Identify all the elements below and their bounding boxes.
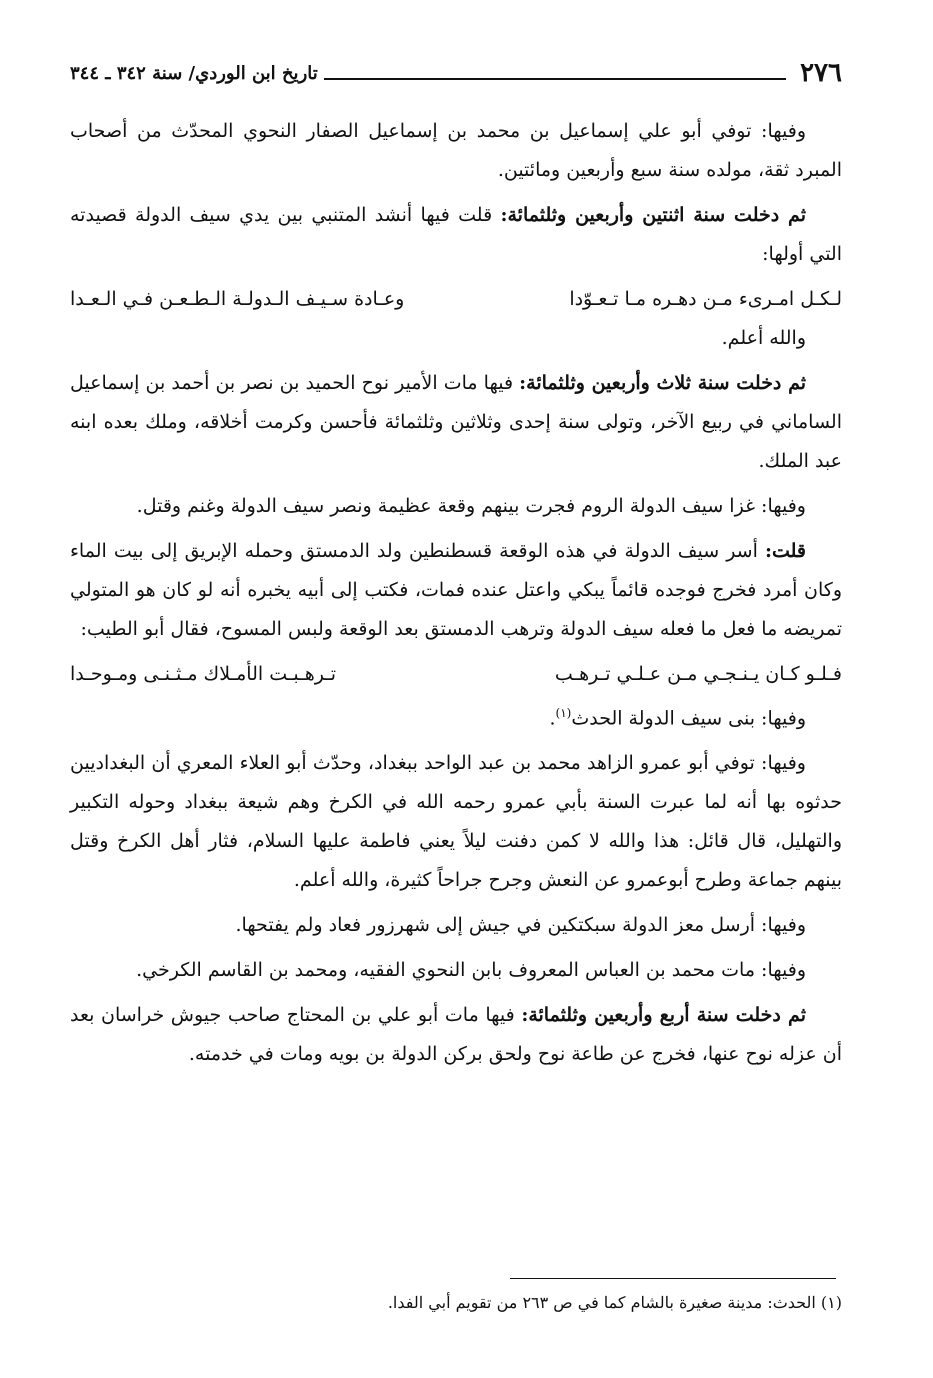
- header-rule: [324, 78, 786, 80]
- running-title: تاريخ ابن الوردي/ سنة ٣٤٢ ـ ٣٤٤: [70, 63, 318, 84]
- footnote-rule: [510, 1278, 836, 1279]
- verse-2-second-hemistich: تـرهـبـت الأمـلاك مـثـنـى ومـوحـدا: [70, 663, 337, 685]
- paragraph-4-text: فيها مات الأمير نوح الحميد بن نصر بن أحمد بن إسماعيل الساماني في ربيع الآخر، وتولى سنة إحدى وثلاثين وثلثمائة فأحسن وكرمت أخلاقه، وملك بعده ابنه عبد الملك.: [70, 372, 842, 472]
- paragraph-8: وفيها: توفي أبو عمرو الزاهد محمد بن عبد الواحد ببغداد، وحدّث أبو العلاء المعري أن البغداديين حدثوه بها أنه لما عبرت السنة بأبي عمرو رحمه الله في الكرخ وهم شيعة ببغداد وحوله التكبير والتهليل، قال قائل: هذا والله لا كمن دفنت ليلاً يعني فاطمة عليها السلام، فثار أهل الكرخ وقتل بينهم جماعة وطرح أبوعمرو عن النعش وجرح جراحاً كثيرة، والله أعلم.: [70, 752, 842, 892]
- year-heading-343: ثم دخلت سنة ثلاث وأربعين وثلثمائة:: [519, 372, 807, 394]
- paragraph-10: وفيها: مات محمد بن العباس المعروف بابن النحوي الفقيه، ومحمد بن القاسم الكرخي.: [136, 959, 806, 982]
- page-number: ٢٧٦: [800, 58, 842, 88]
- year-heading-342: ثم دخلت سنة اثنتين وأربعين وثلثمائة:: [500, 204, 806, 226]
- paragraph-9: وفيها: أرسل معز الدولة سبكتكين في جيش إلى شهرزور فعاد ولم يفتحها.: [235, 914, 806, 937]
- paragraph-1: وفيها: توفي أبو علي إسماعيل بن محمد بن إسماعيل الصفار النحوي المحدّث من أصحاب المبرد ثقة، مولده سنة سبع وأربعين ومائتين.: [70, 120, 842, 181]
- paragraph-6: [70, 532, 842, 649]
- paragraph-11-text: فيها مات أبو علي بن المحتاج صاحب جيوش خراسان بعد أن عزله نوح عنها، فخرج عن طاعة نوح ولحق بركن الدولة بن بويه ومات في خدمته.: [70, 1004, 842, 1066]
- qultu-heading: قلت:: [764, 540, 806, 562]
- footnote-reference: (١): [555, 706, 572, 720]
- paragraph-2: [70, 196, 842, 274]
- page-header: [70, 54, 842, 88]
- paragraph-11: [70, 996, 842, 1074]
- paragraph-3: والله أعلم.: [721, 327, 806, 349]
- paragraph-7-end: .: [549, 707, 556, 730]
- paragraph-7: [70, 694, 842, 738]
- main-text: [70, 112, 842, 1080]
- verse-1-first-hemistich: لـكـل امـرىء مـن دهـره مـا تـعـوّدا: [569, 288, 842, 310]
- paragraph-6-text: أسر سيف الدولة في هذه الوقعة قسطنطين ولد الدمستق وحمله الإبريق إلى بيت الماء وكان أمرد فخرج فوجده قائماً يبكي واعتل عنده فمات، فكتب إلى أبيه يخبره أنه لو كان هو المتولي تمريضه ما فعل ما فعله سيف الدولة وترهب الدمستق بعد الوقعة ولبس المسوح، فقال أبو الطيب:: [70, 540, 842, 640]
- verse-2: [70, 655, 842, 694]
- footnote: (١) الحدث: مدينة صغيرة بالشام كما في ص ٢٦٣ من تقويم أبي الفدا.: [387, 1293, 842, 1312]
- paragraph-2-text: قلت فيها أنشد المتنبي بين يدي سيف الدولة قصيدته التي أولها:: [70, 204, 842, 265]
- paragraph-4: [70, 364, 842, 481]
- verse-2-first-hemistich: فـلـو كـان يـنـجـي مـن عـلـي تـرهـب: [554, 663, 842, 685]
- paragraph-7-text: وفيها: بنى سيف الدولة الحدث: [571, 707, 806, 730]
- paragraph-5: وفيها: غزا سيف الدولة الروم فجرت بينهم وقعة عظيمة ونصر سيف الدولة وغنم وقتل.: [136, 495, 806, 517]
- verse-1-second-hemistich: وعـادة سـيـف الـدولـة الـطـعـن فـي الـعـدا: [70, 288, 405, 310]
- year-heading-344: ثم دخلت سنة أربع وأربعين وثلثمائة:: [521, 1004, 806, 1027]
- verse-1: [70, 280, 842, 319]
